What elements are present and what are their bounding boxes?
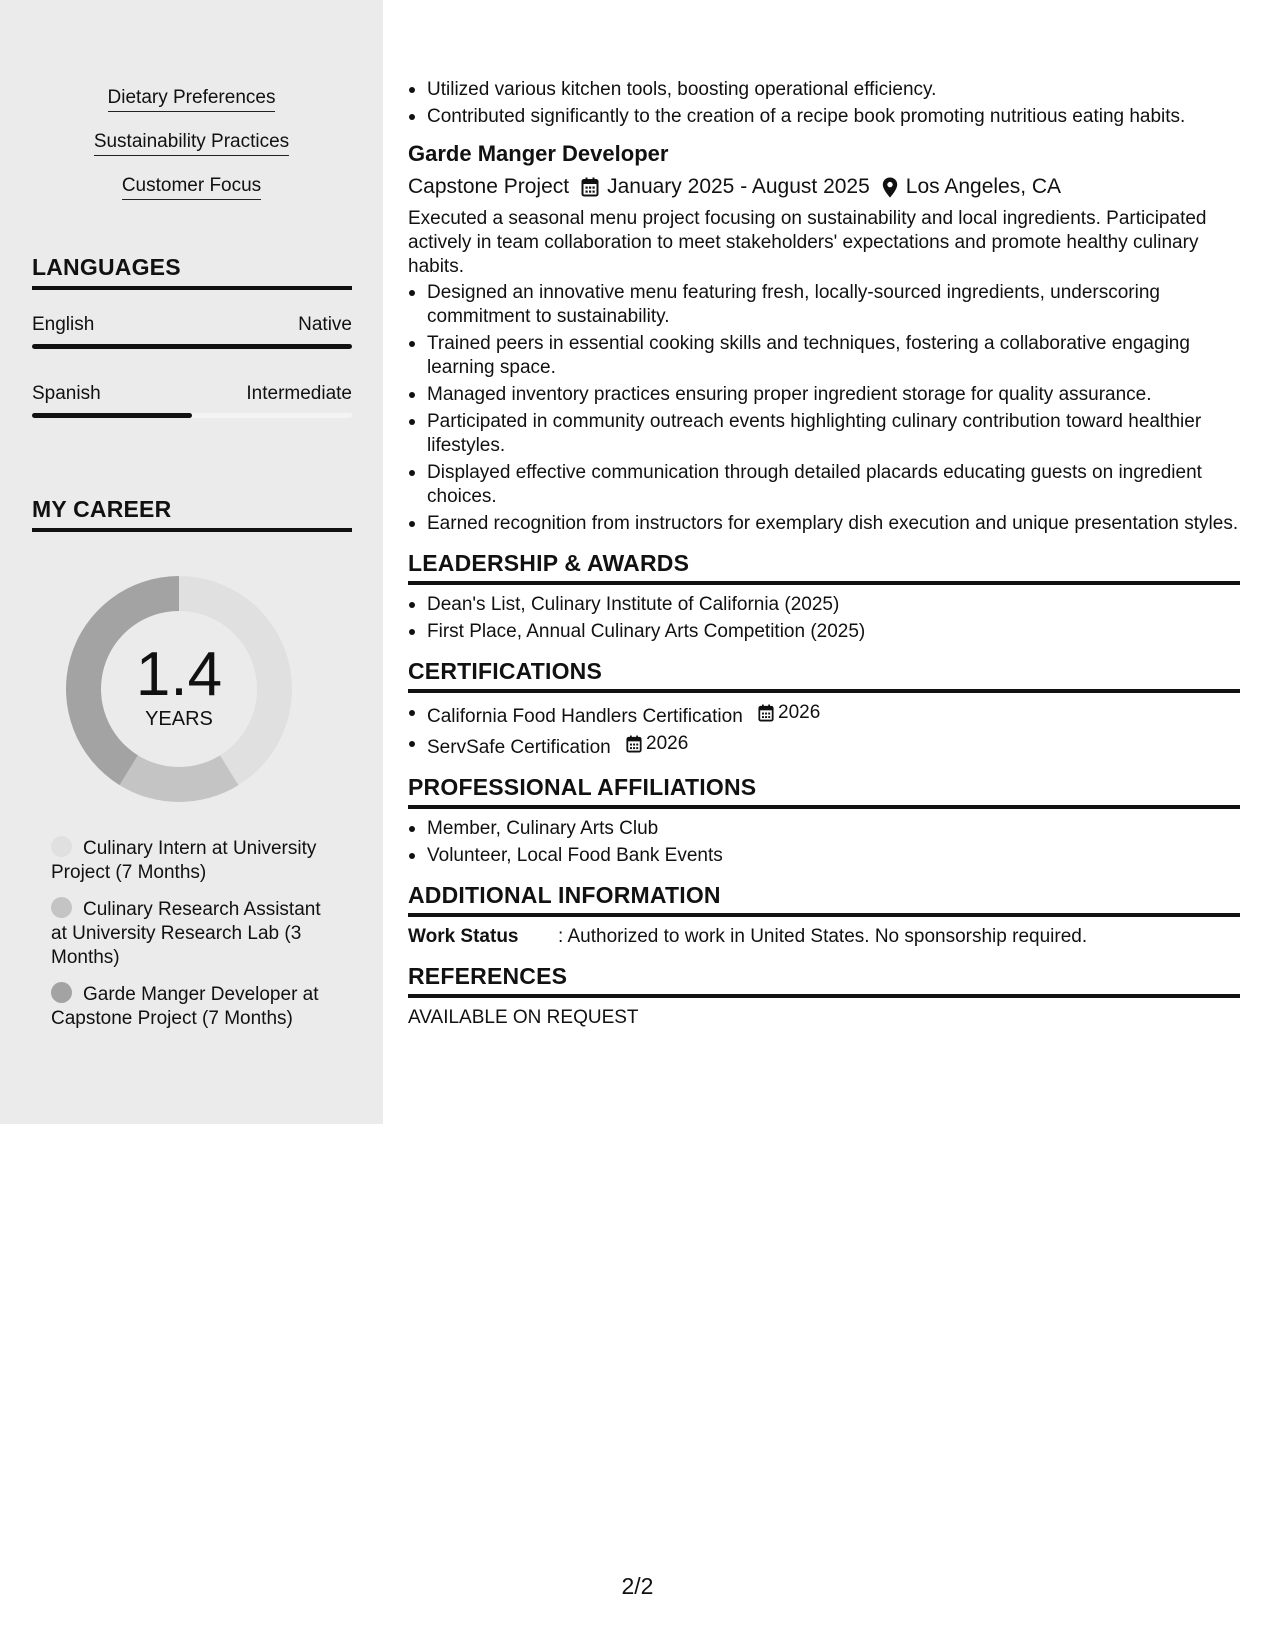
job-dates: January 2025 - August 2025 <box>607 175 870 198</box>
additional-info-heading: ADDITIONAL INFORMATION <box>408 882 1240 917</box>
map-pin-icon <box>882 177 898 198</box>
career-donut-center <box>102 610 256 764</box>
job-bullet: Utilized various kitchen tools, boosting operational efficiency. <box>408 78 1240 102</box>
leadership-list <box>408 593 1240 644</box>
language-row <box>32 314 352 336</box>
language-level: Native <box>298 314 352 335</box>
job-description: Executed a seasonal menu project focusing on sustainability and local ingredients. Participated actively in team collaboration to meet stakeholders' expectations and promote healthy culinary habits. <box>408 208 1207 277</box>
job-bullet: Managed inventory practices ensuring proper ingredient storage for quality assurance. <box>408 383 1240 407</box>
job-bullet: Earned recognition from instructors for exemplary dish execution and unique presentation styles. <box>408 512 1240 536</box>
career-legend-dot <box>51 982 72 1003</box>
page-number: 2/2 <box>621 1573 654 1599</box>
language-name: Spanish <box>32 383 101 404</box>
previous-job-bullets <box>408 78 1240 129</box>
career-legend <box>51 836 331 1043</box>
certification-name: California Food Handlers Certification <box>427 706 743 727</box>
skills-list <box>0 86 383 218</box>
language-proficiency-fill <box>32 344 352 349</box>
calendar-icon <box>758 704 774 722</box>
calendar-icon <box>581 177 599 197</box>
job-meta <box>408 173 1240 201</box>
sidebar <box>0 0 383 1124</box>
affiliation-item: Member, Culinary Arts Club <box>408 817 1240 841</box>
career-legend-dot <box>51 836 72 857</box>
career-legend-item <box>51 836 331 885</box>
affiliations-heading: PROFESSIONAL AFFILIATIONS <box>408 774 1240 809</box>
job-bullet: Trained peers in essential cooking skills and techniques, fostering a collaborative engaging learning space. <box>408 332 1240 380</box>
award-item: Dean's List, Culinary Institute of California (2025) <box>408 593 1240 617</box>
leadership-heading: LEADERSHIP & AWARDS <box>408 550 1240 585</box>
job-bullet: Participated in community outreach events highlighting culinary contribution toward healthier lifestyles. <box>408 410 1240 458</box>
certifications-heading: CERTIFICATIONS <box>408 658 1240 693</box>
career-total-value: 1.4 <box>135 639 223 709</box>
career-legend-item <box>51 897 331 970</box>
work-status-value: : Authorized to work in United States. No sponsorship required. <box>558 926 1088 947</box>
language-proficiency-bar <box>32 344 352 349</box>
certification-year: 2026 <box>646 733 689 754</box>
career-heading: MY CAREER <box>32 496 352 532</box>
references-text: AVAILABLE ON REQUEST <box>408 1007 639 1028</box>
certification-year: 2026 <box>778 702 821 723</box>
skill-link[interactable]: Customer Focus <box>122 174 261 200</box>
job-company: Capstone Project <box>408 175 570 198</box>
language-row <box>32 383 352 405</box>
affiliations-list <box>408 817 1240 868</box>
certification-name: ServSafe Certification <box>427 737 611 758</box>
skill-link[interactable]: Sustainability Practices <box>94 130 289 156</box>
language-level: Intermediate <box>246 383 352 404</box>
main-content <box>408 78 1240 1030</box>
career-legend-text: Culinary Intern at University Project (7 Months) <box>51 838 317 883</box>
language-name: English <box>32 314 95 335</box>
certification-item <box>408 732 1240 760</box>
job-title: Garde Manger Developer <box>408 141 669 166</box>
job-bullet: Contributed significantly to the creation of a recipe book promoting nutritious eating habits. <box>408 105 1240 129</box>
job-bullet: Designed an innovative menu featuring fresh, locally-sourced ingredients, underscoring commitment to sustainability. <box>408 281 1240 329</box>
career-total-unit: YEARS <box>145 707 213 730</box>
affiliation-item: Volunteer, Local Food Bank Events <box>408 844 1240 868</box>
job-bullets <box>408 281 1240 536</box>
skill-link[interactable]: Dietary Preferences <box>108 86 276 112</box>
work-status-label: Work Status <box>408 926 519 947</box>
job-bullet: Displayed effective communication through detailed placards educating guests on ingredient choices. <box>408 461 1240 509</box>
work-status-row <box>408 925 1240 949</box>
certification-item <box>408 701 1240 729</box>
languages-heading: LANGUAGES <box>32 254 352 290</box>
award-item: First Place, Annual Culinary Arts Competition (2025) <box>408 620 1240 644</box>
calendar-icon <box>626 735 642 753</box>
certifications-list <box>408 701 1240 760</box>
career-legend-text: Garde Manger Developer at Capstone Project (7 Months) <box>51 984 319 1029</box>
references-heading: REFERENCES <box>408 963 1240 998</box>
career-legend-dot <box>51 897 72 918</box>
career-legend-text: Culinary Research Assistant at University Research Lab (3 Months) <box>51 899 321 968</box>
language-proficiency-bar <box>32 413 352 418</box>
job-location: Los Angeles, CA <box>905 175 1062 198</box>
language-proficiency-fill <box>32 413 192 418</box>
career-legend-item <box>51 982 331 1031</box>
